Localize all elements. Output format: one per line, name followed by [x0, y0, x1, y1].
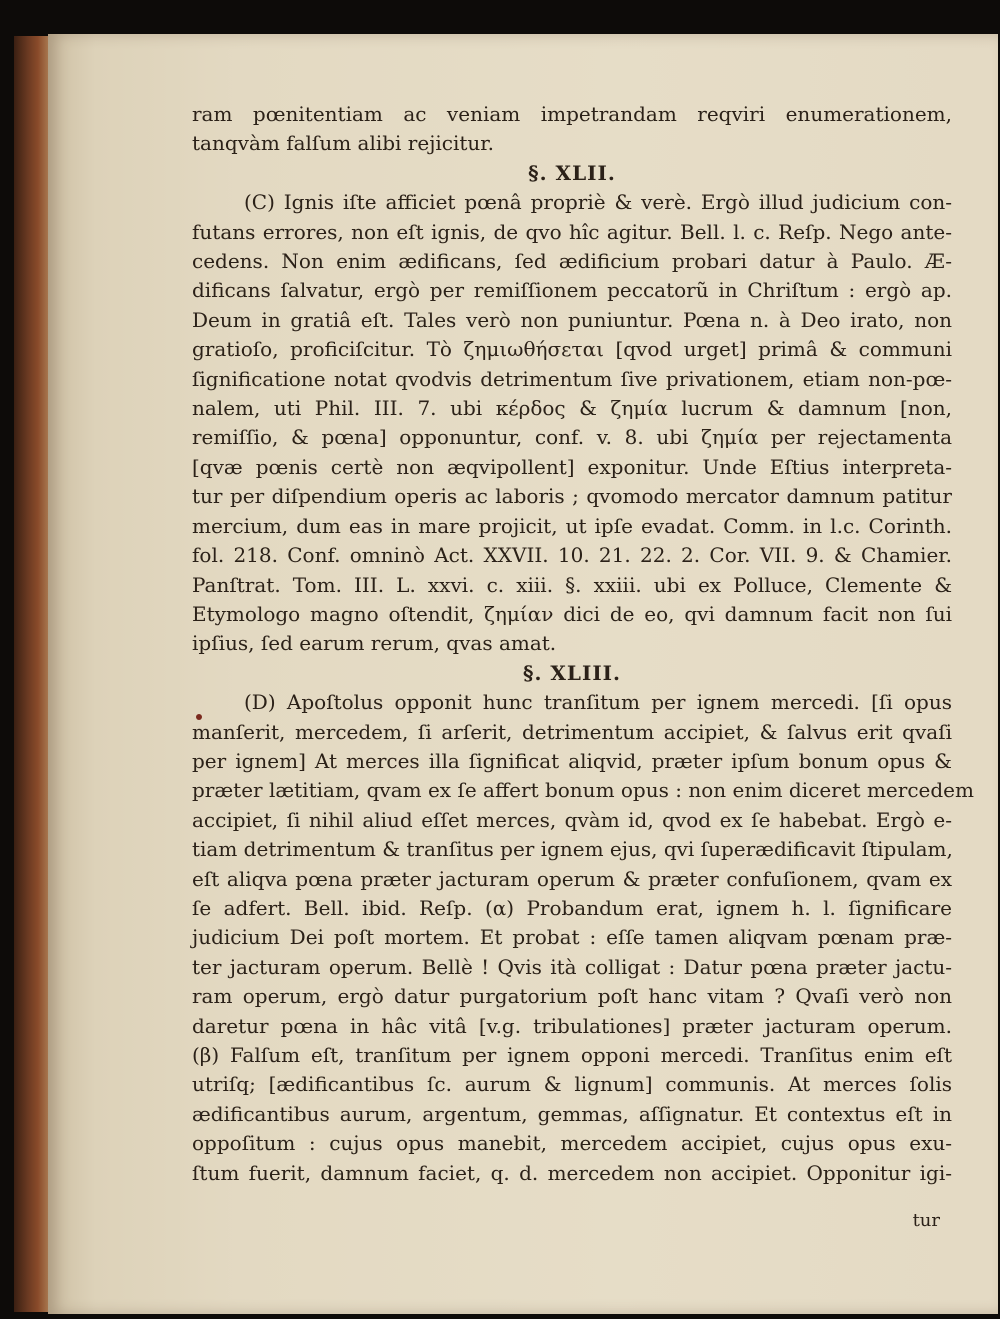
text-line: manſerit, mercedem, ſi arſerit, detrimentum accipiet, & ſalvus erit qvaſi	[192, 719, 952, 744]
text-line: judicium Dei poſt mortem. Et probat : eſſe tamen aliqvam pœnam præ-	[192, 925, 952, 950]
text-line: tiam detrimentum & tranſitus per ignem ejus, qvi ſuperædificavit ſtipulam,	[192, 837, 953, 862]
text-line: ſtum fuerit, damnum faciet, q. d. mercedem non accipiet. Opponitur igi-	[192, 1160, 952, 1185]
text-line: utriſq; [ædificantibus ſc. aurum & lignum] communis. At merces ſolis	[192, 1072, 952, 1097]
catchword: tur	[912, 1210, 940, 1231]
text-line: remiſſio, & pœna] opponuntur, conf. v. 8. ubi ζημία per rejectamenta	[192, 425, 952, 450]
text-line: ram operum, ergò datur purgatorium poſt hanc vitam ? Qvaſi verò non	[192, 984, 952, 1009]
text-line: Deum in gratiâ eſt. Tales verò non puniuntur. Pœna n. à Deo irato, non	[192, 307, 952, 332]
text-line: futans errores, non eſt ignis, de qvo hîc agitur. Bell. l. c. Reſp. Nego ante-	[192, 219, 952, 244]
text-line: præter lætitiam, qvam ex ſe affert bonum opus : non enim diceret mercedem	[192, 778, 974, 803]
text-line: fol. 218. Conf. omninò Act. XXVII. 10. 21. 22. 2. Cor. VII. 9. & Chamier.	[192, 543, 952, 568]
text-line: eſt aliqva pœna præter jacturam operum & præter confuſionem, qvam ex	[192, 866, 952, 891]
text-line: Etymologo magno oſtendit, ζημίαν dici de eo, qvi damnum facit non ſui	[192, 601, 952, 626]
section-heading: §. XLIII.	[523, 660, 621, 685]
text-line: daretur pœna in hâc vitâ [v.g. tribulationes] præter jacturam operum.	[192, 1013, 952, 1038]
text-line: ſe adfert. Bell. ibid. Reſp. (α) Probandum erat, ignem h. l. ſignificare	[192, 895, 952, 920]
text-line: Panſtrat. Tom. III. L. xxvi. c. xiii. §. xxiii. ubi ex Polluce, Clemente &	[192, 572, 952, 597]
text-line: cedens. Non enim ædificans, ſed ædificium probari datur à Paulo. Æ-	[192, 249, 952, 274]
text-line: tur per diſpendium operis ac laboris ; qvomodo mercator damnum patitur	[192, 484, 952, 509]
text-line: (β) Falſum eſt, tranſitum per ignem opponi mercedi. Tranſitus enim eſt	[192, 1043, 952, 1067]
text-line: ipſius, ſed earum rerum, qvas amat.	[192, 631, 557, 656]
text-line: oppoſitum : cujus opus manebit, mercedem accipiet, cujus opus exu-	[192, 1131, 952, 1156]
text-line: accipiet, ſi nihil aliud eſſet merces, qvàm id, qvod ex ſe habebat. Ergò e-	[192, 807, 952, 832]
page-text	[192, 100, 974, 1188]
text-line: ædificantibus aurum, argentum, gemmas, aſſignatur. Et contextus eſt in	[192, 1101, 952, 1126]
text-line: ter jacturam operum. Bellè ! Qvis ità colligat : Datur pœna præter jactu-	[192, 954, 952, 979]
text-line: tanqvàm falſum alibi rejicitur.	[192, 131, 495, 156]
text-line: gratioſo, proficiſcitur. Τὸ ζημιωθήσεται [qvod urget] primâ & communi	[192, 337, 952, 362]
text-line: ram pœnitentiam ac veniam impetrandam reqviri enumerationem,	[192, 102, 952, 126]
text-line: (D) Apoſtolus opponit hunc tranſitum per ignem mercedi. [ſi opus	[244, 690, 952, 715]
text-line: mercium, dum eas in mare projicit, ut ipſe evadat. Comm. in l.c. Corinth.	[192, 513, 952, 538]
text-line: dificans ſalvatur, ergò per remiſſionem peccatorũ in Chriſtum : ergò ap.	[192, 278, 952, 303]
text-line: nalem, uti Phil. III. 7. ubi κέρδος & ζημία lucrum & damnum [non,	[192, 396, 952, 421]
text-line: per ignem] At merces illa ſignificat aliqvid, præter ipſum bonum opus &	[192, 748, 952, 773]
text-line: (C) Ignis iſte afficiet pœnâ propriè & verè. Ergò illud judicium con-	[244, 190, 952, 215]
section-heading: §. XLII.	[528, 160, 616, 185]
text-line: ſignificatione notat qvodvis detrimentum ſive privationem, etiam non-pœ-	[192, 366, 952, 391]
text-line: [qvæ pœnis certè non æqvipollent] exponitur. Unde Eſtius interpreta-	[192, 454, 952, 479]
